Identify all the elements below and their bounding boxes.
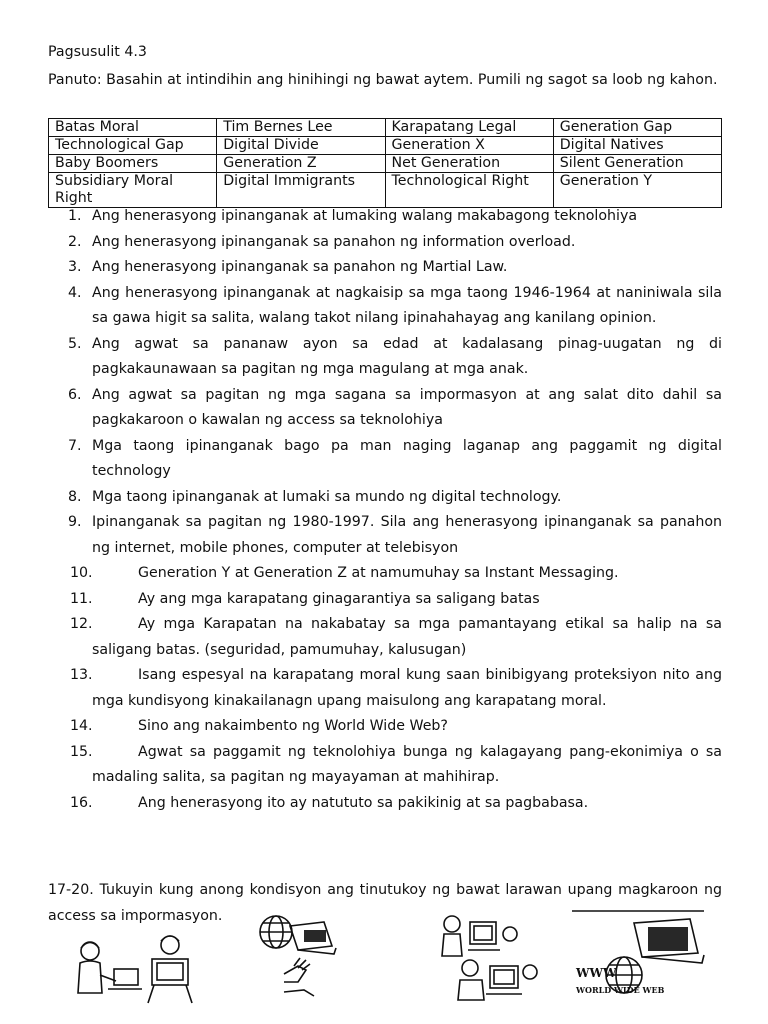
choice-cell: Digital Divide: [217, 137, 385, 155]
question-item: [48, 510, 722, 561]
question-number: 9.: [68, 514, 82, 530]
question-item: [48, 204, 722, 230]
question-17-20: 17-20. Tukuyin kung anong kondisyon ang tinutukoy ng bawat larawan upang magkaroon ng access sa impormasyon.: [48, 882, 722, 924]
instructions: Panuto: Basahin at intindihin ang hinihingi ng bawat aytem. Pumili ng sagot sa loob ng kahon.: [48, 72, 718, 88]
question-text: Ang henerasyong ipinanganak sa panahon ng information overload.: [92, 233, 576, 250]
choice-cell: Generation X: [385, 137, 553, 155]
choice-cell: Tim Bernes Lee: [217, 119, 385, 137]
question-number: 7.: [68, 437, 82, 454]
question-number: 11.: [70, 590, 93, 607]
choice-cell: Digital Immigrants: [217, 173, 385, 208]
question-item: [48, 561, 722, 587]
question-item: [48, 587, 722, 613]
question-text: Mga taong ipinanganak bago pa man naging laganap ang paggamit ng digital technology: [92, 437, 722, 479]
choice-cell: Generation Gap: [553, 119, 721, 137]
question-number: 15.: [70, 743, 93, 760]
question-item: [48, 332, 722, 383]
question-number: 3.: [68, 259, 82, 275]
question-text: Generation Y at Generation Z at namumuhay sa Instant Messaging.: [138, 565, 619, 581]
question-text: Ay ang mga karapatang ginagarantiya sa saligang batas: [138, 590, 540, 607]
question-text: Ang henerasyong ipinanganak at nagkaisip sa mga taong 1946-1964 at naniniwala sila sa gawa higit sa salita, walang takot nilang ipinahahayag ang kanilang opinion.: [92, 284, 722, 326]
question-number: 10.: [70, 565, 93, 581]
question-text: Isang espesyal na karapatang moral kung saan binibigyang proteksiyon nito ang mga kundisyong kinakailanagn upang maisulong ang karapatang moral.: [92, 667, 722, 709]
choice-cell: Silent Generation: [553, 155, 721, 173]
question-text: Ang henerasyong ipinanganak sa panahon ng Martial Law.: [92, 259, 508, 275]
question-item: [48, 791, 722, 817]
question-item: [48, 255, 722, 281]
question-text: Ang agwat sa pananaw ayon sa edad at kadalasang pinag-uugatan ng di pagkakaunawaan sa pagitan ng mga magulang at mga anak.: [92, 335, 722, 377]
question-item: [48, 281, 722, 332]
question-number: 16.: [70, 794, 93, 811]
choice-cell: Generation Y: [553, 173, 721, 208]
question-number: 2.: [68, 233, 82, 250]
choices-row: [49, 119, 722, 137]
choices-table: [48, 118, 722, 208]
question-number: 12.: [70, 616, 93, 632]
question-number: 8.: [68, 488, 82, 505]
question-text: Ang henerasyong ipinanganak at lumaking walang makabagong teknolohiya: [92, 208, 638, 224]
question-text: Mga taong ipinanganak at lumaki sa mundo ng digital technology.: [92, 488, 562, 505]
choice-cell: Baby Boomers: [49, 155, 217, 173]
question-item: [48, 663, 722, 714]
question-number: 5.: [68, 335, 82, 352]
question-text: Ipinanganak sa pagitan ng 1980-1997. Sila ang henerasyong ipinanganak sa panahon ng internet, mobile phones, computer at telebisyon: [92, 514, 722, 556]
www-caption: WORLD WIDE WEB: [576, 985, 665, 995]
question-number: 6.: [68, 386, 82, 403]
question-text: Agwat sa paggamit ng teknolohiya bunga ng kalagayang pang-ekonimiya o sa madaling salita, sa pagitan ng mayayaman at mahihirap.: [92, 743, 722, 785]
choice-cell: Subsidiary Moral Right: [49, 173, 217, 208]
question-item: [48, 714, 722, 740]
question-item: [48, 740, 722, 791]
www-label: WWW: [576, 966, 617, 980]
question-item: [48, 434, 722, 485]
globe-laptop-money-illustration: [254, 910, 384, 1005]
question-item: [48, 230, 722, 256]
choice-cell: Net Generation: [385, 155, 553, 173]
choice-cell: Digital Natives: [553, 137, 721, 155]
choice-cell: Technological Right: [385, 173, 553, 208]
question-text: Ay mga Karapatan na nakabatay sa mga pamantayang etikal sa halip na sa saligang batas. (seguridad, pamumuhay, kalusugan): [92, 616, 722, 658]
people-laptop-illustration: [68, 923, 208, 1008]
question-text: Sino ang nakaimbento ng World Wide Web?: [138, 718, 448, 734]
kids-computer-illustration: [430, 910, 560, 1008]
question-list: [48, 204, 722, 816]
question-number: 14.: [70, 718, 93, 734]
question-text: Ang henerasyong ito ay natututo sa pakikinig at sa pagbabasa.: [138, 794, 589, 811]
choices-row: [49, 173, 722, 208]
question-item: [48, 485, 722, 511]
www-laptop-globe-illustration: [572, 909, 728, 1009]
question-item: [48, 383, 722, 434]
choices-row: [49, 155, 722, 173]
quiz-title: Pagsusulit 4.3: [48, 44, 147, 60]
question-item: [48, 612, 722, 663]
choice-cell: Technological Gap: [49, 137, 217, 155]
picture-row: [48, 905, 768, 1015]
choice-cell: Generation Z: [217, 155, 385, 173]
question-number: 4.: [68, 284, 82, 301]
question-number: 1.: [68, 208, 82, 224]
choice-cell: Karapatang Legal: [385, 119, 553, 137]
question-text: Ang agwat sa pagitan ng mga sagana sa impormasyon at ang salat dito dahil sa pagkakaroon o kawalan ng access sa teknolohiya: [92, 386, 722, 428]
choice-cell: Batas Moral: [49, 119, 217, 137]
question-number: 13.: [70, 667, 93, 683]
choices-row: [49, 137, 722, 155]
